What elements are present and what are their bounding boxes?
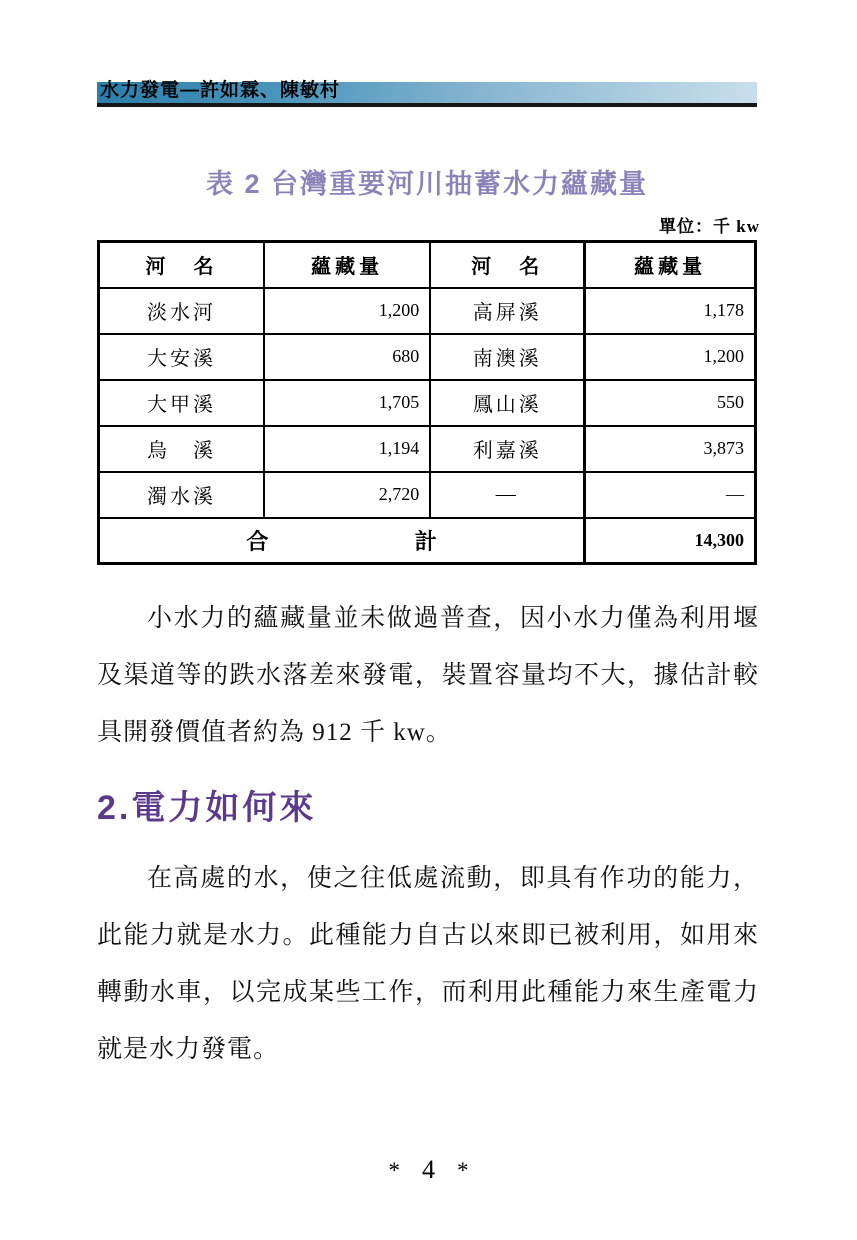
reserve-value-cell: 680 [264,334,430,380]
total-label-char: 合 [246,528,269,554]
river-name-cell: 南澳溪 [430,334,584,380]
section-heading-how-power-comes: 2.電力如何來 [97,789,317,827]
reserve-value-cell: 1,200 [585,334,756,380]
column-header-reserve-right: 蘊藏量 [585,242,756,288]
river-name-cell: 濁水溪 [99,472,265,518]
total-label-char: 計 [414,528,437,554]
reserve-value-cell: 1,705 [264,380,430,426]
reserve-value-cell: 3,873 [585,426,756,472]
body-paragraph-small-hydro: 小水力的蘊藏量並未做過普查，因小水力僅為利用堰及渠道等的跌水落差來發電，裝置容量均不大，據估計較具開發價值者約為 912 千 kw。 [97,605,759,746]
river-name-cell: 利嘉溪 [430,426,584,472]
reserve-value-cell: 1,200 [264,288,430,334]
table-row [99,380,756,426]
river-name-cell: 淡水河 [99,288,265,334]
table-header-row [99,242,756,288]
reserve-value-cell: 2,720 [264,472,430,518]
unit-label: 單位：千 kw [659,217,760,236]
reserve-value-cell: 1,178 [585,288,756,334]
footer-asterisk-right: * [457,1158,469,1183]
reserve-value-cell: 550 [585,380,756,426]
river-name-cell: 大安溪 [99,334,265,380]
reserves-table [97,240,757,565]
total-value-cell: 14,300 [585,518,756,564]
page-footer [0,1150,857,1191]
table-row [99,288,756,334]
river-name-cell: 大甲溪 [99,380,265,426]
no-data-dash: — [430,472,584,518]
column-header-river-left: 河 名 [99,242,265,288]
page-header-bar [97,82,757,107]
column-header-river-right: 河 名 [430,242,584,288]
footer-asterisk-left: * [388,1158,400,1183]
page-number: 4 [422,1155,435,1184]
river-name-cell: 高屏溪 [430,288,584,334]
table-row [99,334,756,380]
table-title: 表 2 台灣重要河川抽蓄水力蘊藏量 [205,169,649,199]
column-header-reserve-left: 蘊藏量 [264,242,430,288]
reserve-value-cell: 1,194 [264,426,430,472]
table-row [99,472,756,518]
running-title: 水力發電—許如霖、陳敏村 [100,80,341,101]
table-total-row [99,518,756,564]
no-data-dash: — [585,472,756,518]
river-name-cell: 鳳山溪 [430,380,584,426]
total-label-cell [99,518,585,564]
table-row [99,426,756,472]
river-name-cell: 烏 溪 [99,426,265,472]
body-paragraph-water-energy: 在高處的水，使之往低處流動，即具有作功的能力，此能力就是水力。此種能力自古以來即已被利用，如用來轉動水車，以完成某些工作，而利用此種能力來生產電力就是水力發電。 [97,865,759,1063]
